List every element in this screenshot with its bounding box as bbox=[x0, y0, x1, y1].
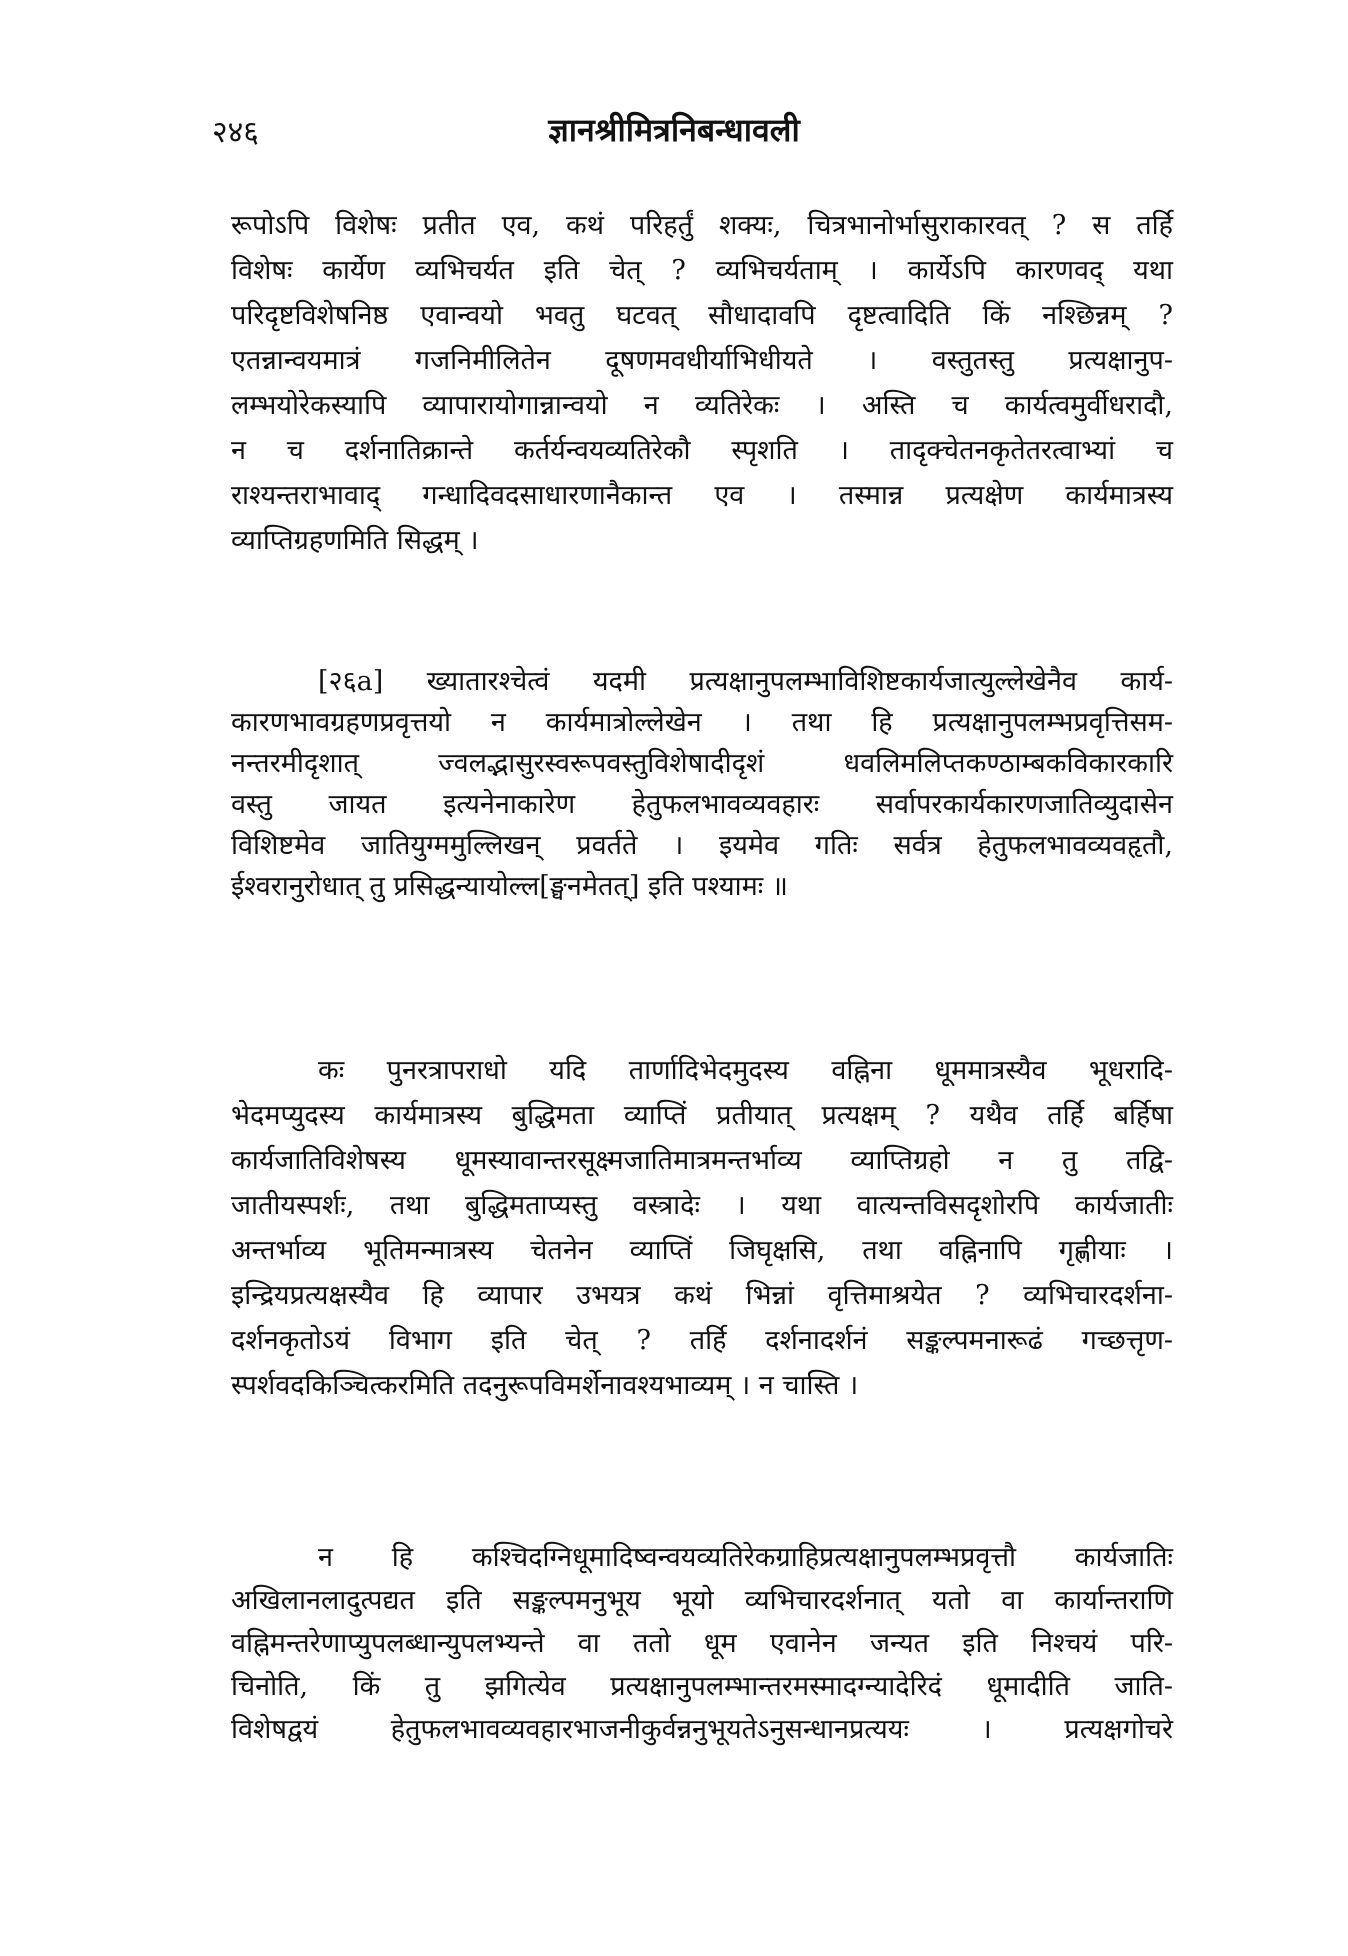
paragraph-1-line: न च दर्शनातिक्रान्ते कर्तर्यन्वयव्यतिरेकौ स्पृशति । तादृक्चेतनकृतेतरत्वाभ्यां च bbox=[231, 435, 1173, 466]
paragraph-1-line: विशेषः कार्येण व्यभिचर्यत इति चेत् ? व्यभिचर्यताम् । कार्येऽपि कारणवद् यथा bbox=[231, 255, 1173, 286]
paragraph-2-line: वस्तु जायत इत्यनेनाकारेण हेतुफलभावव्यवहारः सर्वापरकार्यकारणजातिव्युदासेन bbox=[231, 789, 1173, 820]
running-title: ज्ञानश्रीमित्रनिबन्धावली bbox=[548, 111, 800, 149]
paragraph-1-line: रूपोऽपि विशेषः प्रतीत एव, कथं परिहर्तुं शक्यः, चित्रभानोर्भासुराकारवत् ? स तर्हि bbox=[231, 210, 1173, 241]
paragraph-4-line: वह्निमन्तरेणाप्युपलब्धान्युपलभ्यन्ते वा ततो धूम एवानेन जन्यत इति निश्चयं परि- bbox=[231, 1628, 1173, 1659]
paragraph-2-line: ईश्वरानुरोधात् तु प्रसिद्धन्यायोल्ल[ङ्घनमेतत्] इति पश्यामः ॥ bbox=[231, 871, 788, 902]
paragraph-1-line: राश्यन्तराभावाद् गन्धादिवदसाधारणानैकान्त एव । तस्मान्न प्रत्यक्षेण कार्यमात्रस्य bbox=[231, 480, 1173, 511]
paragraph-4-line: चिनोति, किं तु झगित्येव प्रत्यक्षानुपलम्भान्तरमस्मादग्न्यादेरिदं धूमादीति जाति- bbox=[231, 1671, 1173, 1702]
paragraph-1-line: लम्भयोरेकस्यापि व्यापारायोगान्नान्वयो न व्यतिरेकः । अस्ति च कार्यत्वमुर्वीधरादौ, bbox=[231, 390, 1173, 421]
paragraph-4-line: विशेषद्वयं हेतुफलभावव्यवहारभाजनीकुर्वन्ननुभूयतेऽनुसन्धानप्रत्ययः । प्रत्यक्षगोचरे bbox=[231, 1714, 1173, 1745]
paragraph-1-line: एतन्नान्वयमात्रं गजनिमीलितेन दूषणमवधीर्याभिधीयते । वस्तुतस्तु प्रत्यक्षानुप- bbox=[231, 345, 1173, 376]
paragraph-1-line: परिदृष्टविशेषनिष्ठ एवान्वयो भवतु घटवत् सौधादावपि दृष्टत्वादिति किं नश्छिन्नम् ? bbox=[231, 300, 1173, 331]
page-number: २४६ bbox=[212, 115, 259, 150]
paragraph-3-line: अन्तर्भाव्य भूतिमन्मात्रस्य चेतनेन व्याप्तिं जिघृक्षसि, तथा वह्निनापि गृह्णीयाः । bbox=[231, 1235, 1173, 1266]
paragraph-2-line: नन्तरमीदृशात् ज्वलद्भासुरस्वरूपवस्तुविशेषादीदृशं धवलिमलिप्तकण्ठाम्बकविकारकारि bbox=[231, 748, 1173, 779]
paragraph-3-line: कार्यजातिविशेषस्य धूमस्यावान्तरसूक्ष्मजातिमात्रमन्तर्भाव्य व्याप्तिग्रहो न तु तद्वि- bbox=[231, 1145, 1173, 1176]
paragraph-2-line: विशिष्टमेव जातियुग्ममुल्लिखन् प्रवर्तते । इयमेव गतिः सर्वत्र हेतुफलभावव्यवहृतौ, bbox=[231, 830, 1173, 861]
paragraph-1-line: व्याप्तिग्रहणमिति सिद्धम् । bbox=[231, 525, 479, 556]
paragraph-2-line: [२६a] ख्यातारश्चेत्वं यदमी प्रत्यक्षानुपलम्भाविशिष्टकार्यजात्युल्लेखेनैव कार्य- bbox=[318, 666, 1173, 697]
paragraph-4-line: न हि कश्चिदग्निधूमादिष्वन्वयव्यतिरेकग्राहिप्रत्यक्षानुपलम्भप्रवृत्तौ कार्यजातिः bbox=[318, 1542, 1173, 1573]
paragraph-3-line: स्पर्शवदकिञ्चित्करमिति तदनुरूपविमर्शेनावश्यभाव्यम् । न चास्ति । bbox=[231, 1370, 859, 1401]
paragraph-2-line: कारणभावग्रहणप्रवृत्तयो न कार्यमात्रोल्लेखेन । तथा हि प्रत्यक्षानुपलम्भप्रवृत्तिसम- bbox=[231, 707, 1173, 738]
paragraph-3-line: कः पुनरत्रापराधो यदि तार्णादिभेदमुदस्य वह्निना धूममात्रस्यैव भूधरादि- bbox=[318, 1055, 1173, 1086]
paragraph-3-line: भेदमप्युदस्य कार्यमात्रस्य बुद्धिमता व्याप्तिं प्रतीयात् प्रत्यक्षम् ? यथैव तर्हि बर्हिषा bbox=[231, 1100, 1173, 1131]
paragraph-3-line: इन्द्रियप्रत्यक्षस्यैव हि व्यापार उभयत्र कथं भिन्नां वृत्तिमाश्रयेत ? व्यभिचारदर्शना- bbox=[231, 1280, 1173, 1311]
paragraph-4-line: अखिलानलादुत्पद्यत इति सङ्कल्पमनुभूय भूयो व्यभिचारदर्शनात् यतो वा कार्यान्तराणि bbox=[231, 1585, 1173, 1616]
paragraph-3-line: दर्शनकृतोऽयं विभाग इति चेत् ? तर्हि दर्शनादर्शनं सङ्कल्पमनारूढं गच्छत्तृण- bbox=[231, 1325, 1173, 1356]
paragraph-3-line: जातीयस्पर्शः, तथा बुद्धिमताप्यस्तु वस्त्रादेः । यथा वात्यन्तविसदृशोरपि कार्यजातीः bbox=[231, 1190, 1173, 1221]
